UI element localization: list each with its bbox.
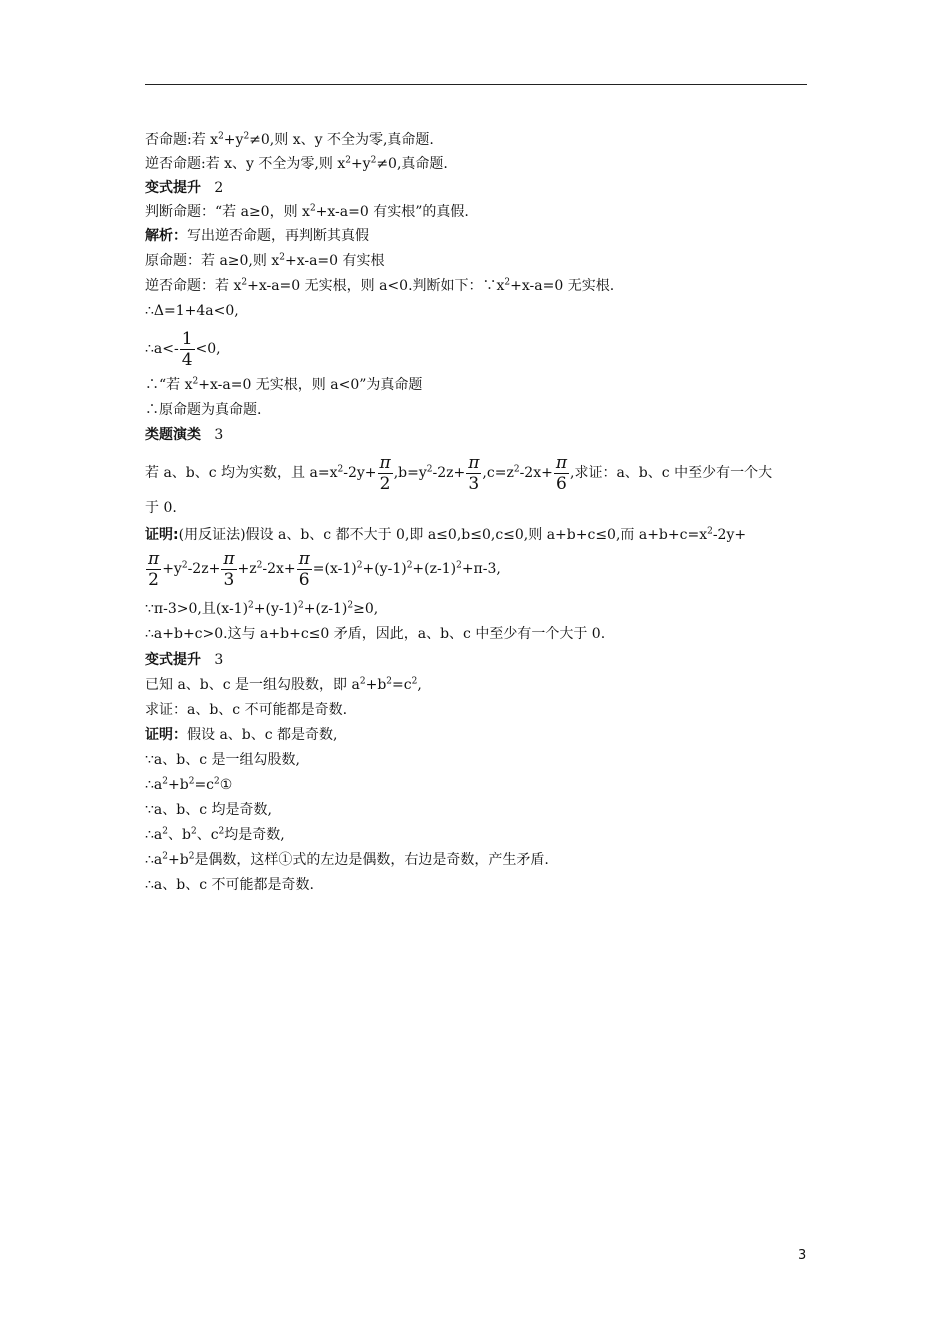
- analysis-line: 解析：写出逆否命题，再判断其真假: [145, 228, 369, 244]
- fraction-pi-over-6: $\frac{\pi}{6}$: [298, 548, 310, 590]
- fraction-pi-over-3: $\frac{\pi}{3}$: [468, 452, 480, 494]
- contrapositive-line: 逆否命题：若 $x^2+x-a=0$ 无实根，则 a<0.判断如下：$\because x^2+x-a=0$ 无实根.: [145, 277, 615, 294]
- prove-statement: 求证：a、b、c 不可能都是奇数.: [145, 702, 348, 718]
- proof-step-1: ∵a、b、c 是一组勾股数,: [145, 752, 300, 768]
- fraction-pi-over-2: $\frac{\pi}{2}$: [148, 548, 160, 590]
- section-heading-variant-2: 变式提升 2: [145, 180, 224, 196]
- problem-statement-3-cont: 于 0.: [145, 500, 177, 516]
- proof-assumption-line: 证明：假设 a、b、c 都是奇数,: [145, 727, 338, 743]
- page-number: 3: [798, 1248, 807, 1263]
- discriminant-line: ∴Δ=1+4a<0,: [145, 303, 239, 319]
- header-rule: [145, 84, 807, 85]
- contrapositive-proposition: 逆否命题:若 x、y 不全为零,则 $x^2+y^2\ne 0$,真命题.: [145, 155, 448, 172]
- proof-contradiction-line: 证明:(用反证法)假设 a、b、c 都不大于 0,即 a≤0,b≤0,c≤0,则 a+b+c≤0,而 $a+b+c=x^2-2y+$: [145, 526, 747, 543]
- conclusion-true-line: ∴“若 $x^2+x-a=0$ 无实根，则 a<0”为真命题: [145, 376, 423, 393]
- proof-step-5: $\therefore a^2+b^2$是偶数，这样①式的左边是偶数，右边是奇数，产生矛盾.: [145, 851, 549, 868]
- inequality-fraction-line: ∴a<- $\frac{1}{4}$ <0,: [145, 328, 221, 370]
- original-true-line: ∴原命题为真命题.: [145, 402, 262, 418]
- pythagorean-statement: 已知 a、b、c 是一组勾股数，即 $a^2+b^2=c^2$,: [145, 676, 422, 693]
- proof-final-conclusion: ∴a、b、c 不可能都是奇数.: [145, 877, 314, 893]
- proof-step-4: $\therefore a^2$、$b^2$、$c^2$均是奇数,: [145, 826, 285, 843]
- proof-step-2: $\therefore a^2+b^2=c^2①$: [145, 776, 233, 793]
- proof-nonnegative-line: ∵π-3>0,且$(x-1)^2+(y-1)^2+(z-1)^2\ge 0$,: [145, 600, 379, 617]
- proof-conclusion-line: ∴a+b+c>0.这与 a+b+c≤0 矛盾，因此，a、b、c 中至少有一个大于 0.: [145, 626, 606, 642]
- fraction-pi-over-2: $\frac{\pi}{2}$: [379, 452, 391, 494]
- problem-statement-3: 若 a、b、c 均为实数，且 $a=x^2-2y+$ $\frac{\pi}{2}$ $,b=y^2-2z+$ $\frac{\pi}{3}$ $,c=z^2-2x+$ $\frac{\pi}{6}$ ,求证：a、b、c 中至少有一个大: [145, 452, 773, 494]
- section-heading-similar-3: 类题演类 3: [145, 427, 224, 443]
- proof-step-3: ∵a、b、c 均是奇数,: [145, 802, 272, 818]
- proof-expansion-line: $\frac{\pi}{2}$ $+y^2-2z+$ $\frac{\pi}{3}$ $+z^2-2x+$ $\frac{\pi}{6}$ $=(x-1)^2+(y-1)^2+(z-1)^2+\pi-3$,: [148, 548, 501, 590]
- negation-proposition: 否命题:若 $x^2+y^2\ne 0$,则 x、y 不全为零,真命题.: [145, 131, 434, 148]
- fraction-one-quarter: $\frac{1}{4}$: [181, 328, 193, 370]
- problem-statement-2: 判断命题：“若 a≥0，则 $x^2+x-a=0$ 有实根”的真假.: [145, 203, 469, 220]
- original-proposition: 原命题：若 a≥0,则 $x^2+x-a=0$ 有实根: [145, 252, 385, 269]
- section-heading-variant-3: 变式提升 3: [145, 652, 224, 668]
- fraction-pi-over-6: $\frac{\pi}{6}$: [555, 452, 568, 494]
- fraction-pi-over-3: $\frac{\pi}{3}$: [223, 548, 235, 590]
